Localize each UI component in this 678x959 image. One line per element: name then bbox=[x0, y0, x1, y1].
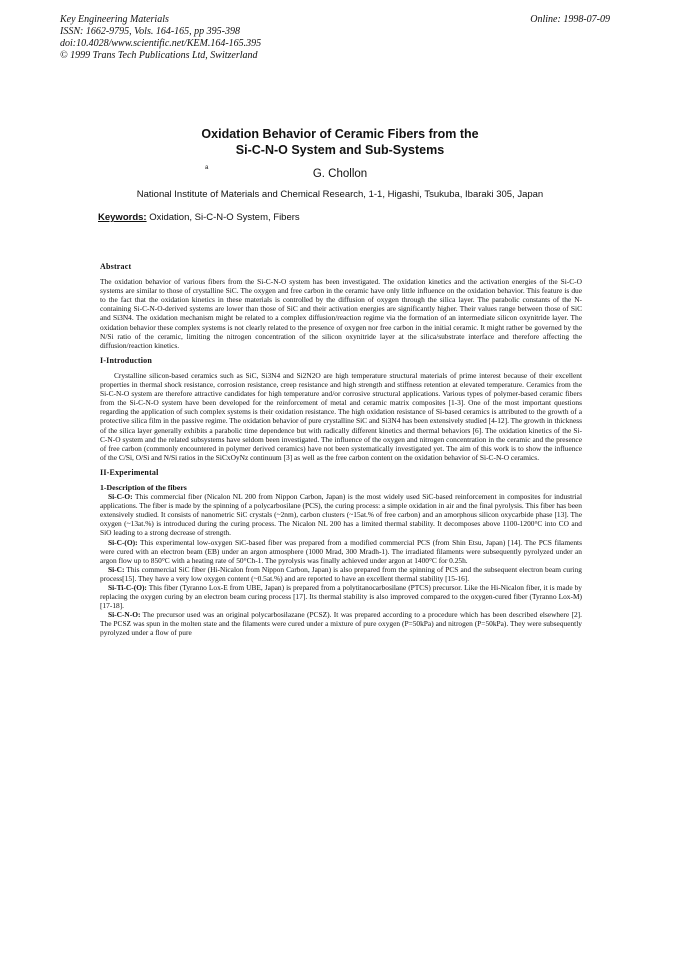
online-date: Online: 1998-07-09 bbox=[530, 14, 610, 25]
paper-title-line-1: Oxidation Behavior of Ceramic Fibers from the bbox=[201, 127, 479, 141]
journal-doi[interactable]: doi:10.4028/www.scientific.net/KEM.164-165.395 bbox=[60, 38, 262, 49]
fiber-lead: Si-C-O: bbox=[108, 492, 133, 502]
keywords-text: Oxidation, Si-C-N-O System, Fibers bbox=[149, 212, 300, 223]
journal-issn: ISSN: 1662-9795, Vols. 164-165, pp 395-398 bbox=[60, 26, 240, 37]
fiber-text: This fiber (Tyranno Lox-E from UBE, Japan) is prepared from a polytitanocarbosilane (PTCS) precursor. Like the Hi-Nicalon fiber, it is made by replacing the oxygen curing by an electron beam curing process [17]. Its thermal stability is also improved compared to the oxygen-cured fiber (Tyranno Lox-M) [17-18]. bbox=[100, 583, 582, 611]
intro-heading: I-Introduction bbox=[100, 355, 152, 365]
author bbox=[60, 165, 620, 180]
title-block bbox=[60, 126, 620, 200]
journal-header bbox=[60, 14, 261, 62]
paper-title-line-2: Si-C-N-O System and Sub-Systems bbox=[235, 143, 445, 157]
fiber-paragraph bbox=[100, 583, 582, 610]
journal-copyright: © 1999 Trans Tech Publications Ltd, Switzerland bbox=[60, 50, 258, 61]
intro-text: Crystalline silicon-based ceramics such as SiC, Si3N4 and Si2N2O are high temperature structural materials of prime interest because of their excellent properties in thermal shock resistance, corrosion resistance, creep resistance and high strength and stiffness retention at elevated temperature. Ceramics from the Si-C-N-O system are therefore attractive candidates for high temperature and/or corrosive structural applications. Various types of polymer-based ceramic fibers from the Si-C-N-O system have been developed for the reinforcement of metal and ceramic matrix composites [1-3]. One of the most important questions regarding the application of such complex systems is their oxidation resistance. The high oxidation resistance of Si-based ceramics is attributed to the growth of a protective silica film in the passive regime. The oxidation behavior of pure crystalline SiC and Si3N4 has been extensively studied [4-12]. The growth in thickness of the silica layer generally exhibits a parabolic time dependence but with radically different kinetics and thermal behaviors [6]. The oxidation kinetics of the Si-C-N-O system and the related subsystems have seldom been investigated. The influence of the oxygen and nitrogen concentration in the ceramic and the presence of free carbon (commonly encountered in polymer derived ceramics) have not been systematically investigated yet. The aim of this work is to show the influence of the C/Si, O/Si and N/Si ratios in the SiCxOyNz continuum [3] as well as the free carbon content on the oxidation behavior of Si-C-N-O ceramics. bbox=[100, 370, 582, 462]
experimental-heading: II-Experimental bbox=[100, 467, 159, 477]
fiber-text: This commercial fiber (Nicalon NL 200 from Nippon Carbon, Japan) is the most widely used SiC-based reinforcement in composites for industrial applications. The fiber is made by the spinning of a polycarbosilane (PCS), the curing process: a simple oxidation in air and the final pyrolysis. This fiber has been extensively studied. It consists of nanometric SiC crystals (~2nm), carbon clusters (~15at.% of free carbon) and an amorphous silicon oxycarbide phase [13]. The oxygen (~13at.%) is introduced during the curing process. The Nicalon NL 200 has a limited thermal stability. It decomposes above 1100-1200°C into CO and SiO leading to a strong decrease of strength. bbox=[100, 492, 582, 538]
journal-name: Key Engineering Materials bbox=[60, 14, 169, 25]
paper-body bbox=[100, 262, 582, 638]
fiber-paragraph bbox=[100, 610, 582, 637]
keywords-line bbox=[98, 212, 300, 223]
fiber-paragraph bbox=[100, 538, 582, 565]
fiber-lead: Si-C-N-O: bbox=[108, 610, 141, 620]
paper-title bbox=[60, 126, 620, 158]
author-mark: a bbox=[205, 165, 209, 171]
fiber-text: The precursor used was an original polycarbosilazane (PCSZ). It was prepared according to a procedure which has been described elsewhere [2]. The PCSZ was spun in the molten state and the filaments were cured under a mixture of pure oxygen (P=50kPa) and nitrogen (P=50kPa). They were subsequently pyrolyzed under a flow of pure bbox=[100, 610, 582, 638]
fiber-lead: Si-C-(O): bbox=[108, 537, 138, 547]
fibers-subheading: 1-Description of the fibers bbox=[100, 482, 187, 492]
affiliation: National Institute of Materials and Chemical Research, 1-1, Higashi, Tsukuba, Ibaraki 305, Japan bbox=[136, 189, 544, 200]
author-name: G. Chollon bbox=[312, 168, 368, 180]
fiber-paragraph bbox=[100, 565, 582, 583]
fiber-lead: Si-Ti-C-(O): bbox=[108, 583, 147, 592]
fiber-lead: Si-C: bbox=[108, 564, 125, 574]
abstract-text: The oxidation behavior of various fibers from the Si-C-N-O system has been investigated. The oxidation kinetics and the activation energies of the Si-C-O systems are similar to those of crystalline SiC. The oxygen and free carbon in the ceramic have only little influence on the oxidation behavior. This feature is due to the fact that the oxidation kinetics in these materials is controlled by the diffusion of oxygen through the silica layer. The parabolic constants of the N-containing Si-C-N-O-derived systems are lower than those of SiC and their activation energies are significantly higher. Their values range between those of SiC and Si3N4. The oxidation mechanism might be related to a complex diffusion/reaction regime via the formation of an intermediate silicon oxynitride layer. The oxidation behavior these complex systems is not clearly related to the presence of oxygen nor free carbon in the initial ceramic. It might rather be governed by the N/Si ratio of the ceramic, limiting the nitrogen concentration of the silicon oxynitride layer at the silica/substrate interface and therefore affecting the diffusion/reaction kinetics. bbox=[100, 277, 582, 350]
fiber-text: This commercial SiC fiber (Hi-Nicalon from Nippon Carbon, Japan) is also prepared from the spinning of PCS and the subsequent electron beam curing process[15]. They have a very low oxygen content (~0.5at.%) and are reported to have an excellent thermal stability [15-16]. bbox=[100, 564, 582, 583]
fiber-text: This experimental low-oxygen SiC-based fiber was prepared from a modified commercial PCS (from Shin Etsu, Japan) [14]. The PCS filaments were cured with an electron beam (EB) under an argon atmosphere (1000 Mrad, 300 Mradh-1). The irradiated filaments were subsequently pyrolyzed under an argon flow up to 850°C with a heating rate of 50°Ch-1. The pyrolysis was finally achieved under argon at 1400°C for 0.25h. bbox=[100, 537, 582, 565]
abstract-heading: Abstract bbox=[100, 262, 132, 271]
keywords-label: Keywords: bbox=[98, 212, 147, 223]
fiber-paragraph bbox=[100, 492, 582, 537]
